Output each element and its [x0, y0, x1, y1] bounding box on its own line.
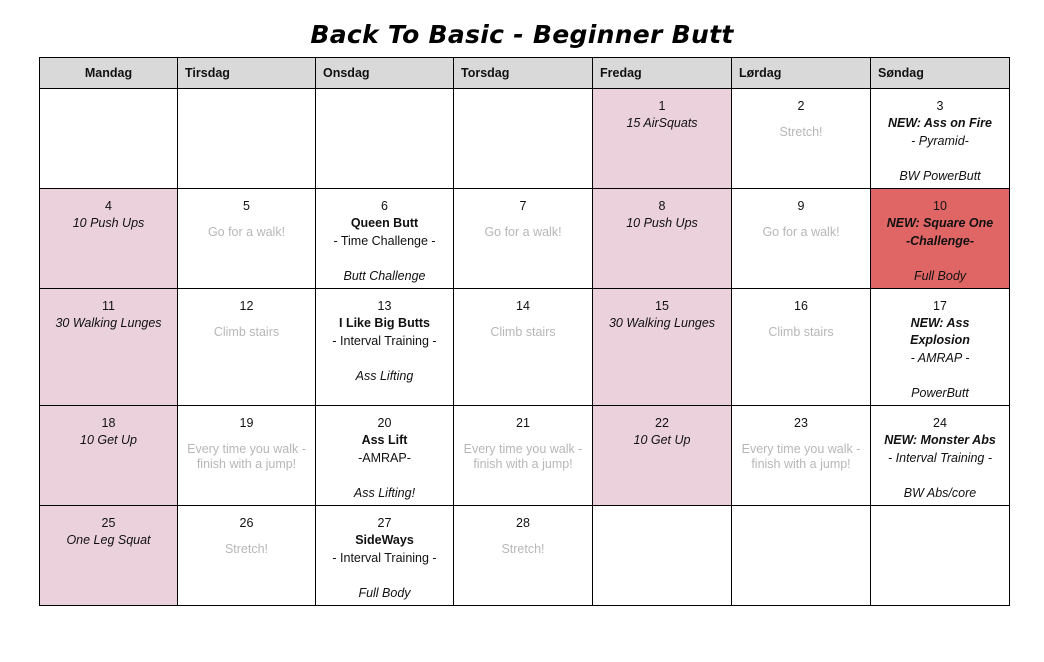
- day-cell: [178, 406, 316, 506]
- weekday-header: Fredag: [593, 58, 732, 89]
- day-number: 3: [936, 99, 944, 113]
- weekday-header: Torsdag: [454, 58, 593, 89]
- day-cell: [871, 406, 1010, 506]
- day-cell: [593, 189, 732, 289]
- workout-type: - Interval Training -: [332, 334, 437, 348]
- exercise-text: 10 Push Ups: [72, 216, 145, 230]
- day-number: 10: [933, 199, 947, 213]
- day-number: 1: [658, 99, 666, 113]
- day-number: 15: [655, 299, 669, 313]
- activity-note: Every time you walk -: [463, 442, 583, 456]
- day-cell-empty: [40, 89, 178, 189]
- day-cell: [40, 289, 178, 406]
- activity-note: Stretch!: [224, 542, 269, 556]
- activity-note: finish with a jump!: [751, 457, 851, 471]
- workout-name: NEW: Monster Abs: [884, 433, 996, 447]
- day-number: 6: [381, 199, 388, 213]
- exercise-text: 30 Walking Lunges: [608, 316, 716, 330]
- day-cell: [316, 189, 454, 289]
- exercise-text: 30 Walking Lunges: [55, 316, 162, 330]
- activity-note: Climb stairs: [768, 325, 834, 339]
- activity-note: finish with a jump!: [196, 457, 297, 471]
- day-number: 17: [933, 299, 947, 313]
- workout-name: Explosion: [910, 333, 970, 347]
- day-cell: [871, 189, 1010, 289]
- workout-type: - Pyramid-: [911, 134, 969, 148]
- workout-type: - Time Challenge -: [333, 234, 436, 248]
- day-cell-empty: [871, 506, 1010, 606]
- day-cell-empty: [593, 506, 732, 606]
- day-cell: [178, 506, 316, 606]
- day-number: 16: [794, 299, 808, 313]
- activity-note: Climb stairs: [213, 325, 280, 339]
- weekday-header: Lørdag: [732, 58, 871, 89]
- workout-program: Full Body: [358, 586, 411, 600]
- day-number: 21: [516, 416, 530, 430]
- exercise-text: One Leg Squat: [66, 533, 151, 547]
- day-cell: [316, 289, 454, 406]
- week-row: [40, 406, 1010, 506]
- workout-name: I Like Big Butts: [339, 316, 430, 330]
- day-cell: [732, 189, 871, 289]
- day-number: 13: [377, 299, 392, 313]
- workout-name: NEW: Square One: [886, 216, 994, 230]
- day-cell-empty: [732, 506, 871, 606]
- day-number: 20: [377, 416, 392, 430]
- activity-note: Go for a walk!: [484, 225, 562, 239]
- day-cell: [454, 289, 593, 406]
- exercise-text: 10 Get Up: [80, 433, 137, 447]
- activity-note: Every time you walk -: [187, 442, 306, 456]
- day-cell: [871, 289, 1010, 406]
- workout-program: Ass Lifting!: [353, 486, 416, 500]
- day-cell: [593, 406, 732, 506]
- exercise-text: 10 Push Ups: [626, 216, 698, 230]
- week-row: [40, 289, 1010, 406]
- day-number: 5: [243, 199, 250, 213]
- day-number: 24: [933, 416, 947, 430]
- activity-note: Stretch!: [501, 542, 545, 556]
- workout-program: PowerButt: [911, 386, 969, 400]
- exercise-text: 15 AirSquats: [626, 116, 698, 130]
- day-number: 19: [239, 416, 254, 430]
- day-number: 7: [519, 199, 527, 213]
- day-number: 14: [516, 299, 530, 313]
- workout-program: Ass Lifting: [355, 369, 414, 383]
- week-row: [40, 189, 1010, 289]
- day-cell-empty: [178, 89, 316, 189]
- workout-name: SideWays: [355, 533, 414, 547]
- day-cell: [732, 406, 871, 506]
- day-cell: [40, 406, 178, 506]
- day-cell: [871, 89, 1010, 189]
- day-number: 12: [239, 299, 254, 313]
- workout-program: BW PowerButt: [899, 169, 981, 183]
- day-number: 27: [377, 516, 392, 530]
- weekday-header: Søndag: [871, 58, 1010, 89]
- day-cell: [316, 506, 454, 606]
- day-number: 11: [102, 299, 115, 313]
- calendar-table: [39, 57, 1010, 606]
- day-number: 25: [101, 516, 116, 530]
- activity-note: Go for a walk!: [207, 225, 286, 239]
- week-row: [40, 89, 1010, 189]
- activity-note: Climb stairs: [490, 325, 556, 339]
- day-cell: [178, 289, 316, 406]
- workout-name: NEW: Ass on Fire: [888, 116, 992, 130]
- day-number: 4: [105, 199, 112, 213]
- day-number: 26: [239, 516, 254, 530]
- day-cell: [454, 189, 593, 289]
- page-title: Back To Basic - Beginner Butt: [310, 20, 734, 49]
- workout-name: Queen Butt: [350, 216, 419, 230]
- workout-program: Butt Challenge: [343, 269, 426, 283]
- day-cell: [593, 89, 732, 189]
- workout-type: - Interval Training -: [888, 451, 992, 465]
- day-number: 9: [797, 199, 805, 213]
- day-cell: [178, 189, 316, 289]
- day-number: 18: [101, 416, 116, 430]
- weekday-header: Tirsdag: [178, 58, 316, 89]
- day-cell-empty: [316, 89, 454, 189]
- workout-name: Ass Lift: [361, 433, 408, 447]
- day-number: 22: [655, 416, 669, 430]
- day-cell: [40, 189, 178, 289]
- day-number: 2: [797, 99, 805, 113]
- day-cell: [732, 289, 871, 406]
- day-number: 28: [516, 516, 530, 530]
- week-row: [40, 506, 1010, 606]
- workout-type: - Interval Training -: [332, 551, 437, 565]
- exercise-text: 10 Get Up: [633, 433, 691, 447]
- activity-note: Go for a walk!: [762, 225, 840, 239]
- day-cell-empty: [454, 89, 593, 189]
- weekday-header: Onsdag: [316, 58, 454, 89]
- activity-note: Stretch!: [779, 125, 823, 139]
- day-cell: [40, 506, 178, 606]
- weekday-header-row: [40, 58, 1010, 89]
- workout-type: -AMRAP-: [358, 451, 411, 465]
- day-cell: [593, 289, 732, 406]
- workout-program: BW Abs/core: [903, 486, 977, 500]
- day-cell: [454, 406, 593, 506]
- activity-note: finish with a jump!: [473, 457, 573, 471]
- day-cell: [454, 506, 593, 606]
- workout-type: -Challenge-: [905, 234, 975, 248]
- day-cell: [732, 89, 871, 189]
- workout-name: NEW: Ass: [910, 316, 970, 330]
- day-number: 23: [794, 416, 808, 430]
- weekday-header: Mandag: [40, 58, 178, 89]
- day-cell: [316, 406, 454, 506]
- workout-type: - AMRAP -: [910, 351, 970, 365]
- workout-program: Full Body: [913, 269, 967, 283]
- day-number: 8: [658, 199, 666, 213]
- activity-note: Every time you walk -: [741, 442, 861, 456]
